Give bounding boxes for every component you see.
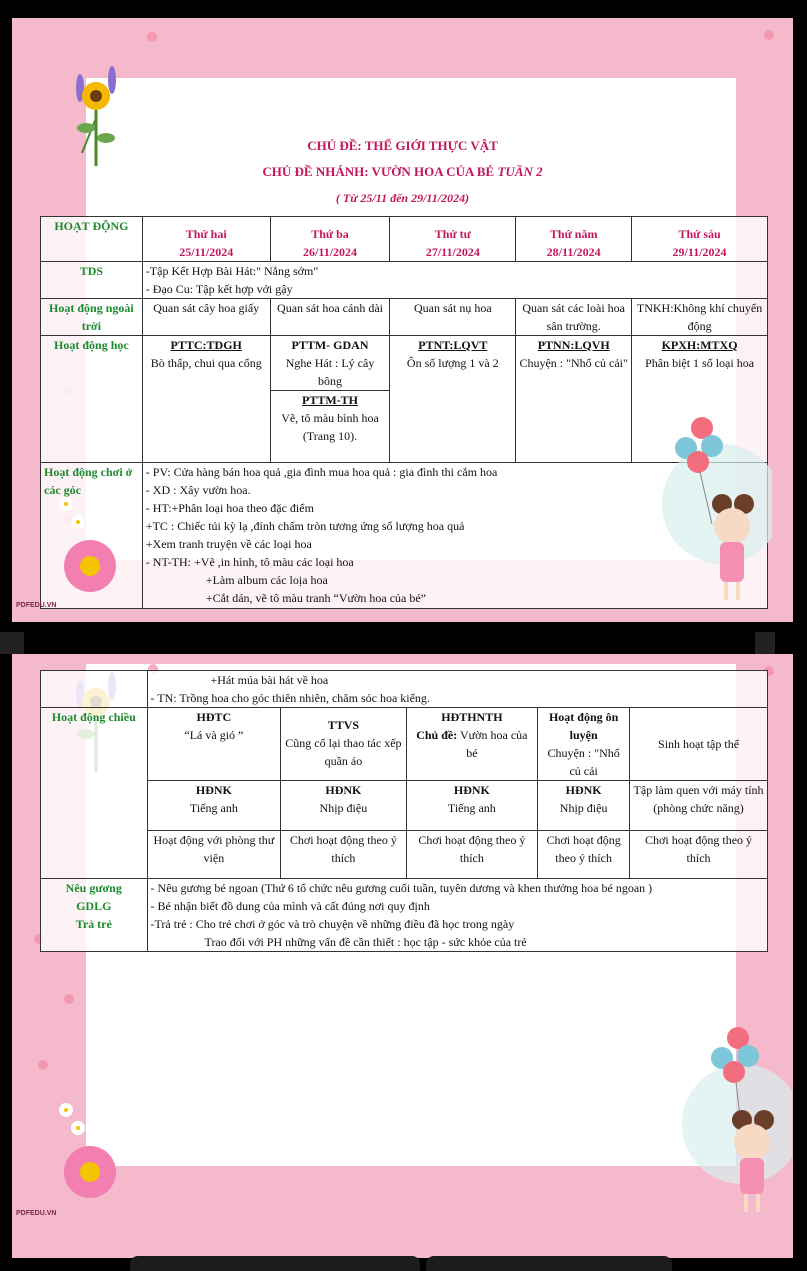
paw-print-icon xyxy=(38,1060,48,1070)
final-content: - Nêu gương bé ngoan (Thứ 6 tổ chức nêu gương cuối tuần, tuyên dương và khen thưởng hoa bé ngoan ) - Bé nhận biết đồ dung của mình và cất đúng nơi quy định -Trả trẻ : Cho trẻ chơi ở góc và trò chuyện về những điều đã học trong ngày Trao đổi với PH những vấn đề cần thiết : học tập - sức khỏe của trẻ xyxy=(147,879,767,952)
afternoon-wednesday-3: Chơi hoạt động theo ý thích xyxy=(406,831,538,879)
paw-print-icon xyxy=(764,30,774,40)
bottom-bar-left xyxy=(130,1256,420,1271)
outdoor-wednesday: Quan sát nụ hoa xyxy=(390,299,516,336)
row-label-tds: TDS xyxy=(41,262,143,299)
learning-thursday: PTNN:LQVH Chuyện : "Nhổ củ cải" xyxy=(516,336,632,463)
page-1 xyxy=(12,18,793,622)
tds-content: -Tập Kết Hợp Bài Hát:" Nắng sớm" - Đạo Cu: Tập kết hợp với gậy xyxy=(142,262,767,299)
pink-flower-icon xyxy=(52,494,122,604)
top-lines: +Hát múa bài hát về hoa - TN: Trồng hoa cho góc thiên nhiên, chăm sóc hoa kiểng. xyxy=(147,671,767,708)
afternoon-friday-1: Sinh hoạt tập thể xyxy=(630,708,768,781)
outdoor-thursday: Quan sát các loài hoa sân trường. xyxy=(516,299,632,336)
learning-tuesday-extra: PTTM-TH Vẽ, tô màu bình hoa (Trang 10). xyxy=(270,391,390,463)
subtitle-text: CHỦ ĐỀ NHÁNH: VƯỜN HOA CỦA BÉ xyxy=(262,164,495,179)
afternoon-wednesday-1: HĐTHNTH Chủ đề: Vườn hoa của bé xyxy=(406,708,538,781)
watermark-logo: PDFEDU.VN xyxy=(16,602,57,609)
learning-tuesday: PTTM- GDAN Nghe Hát : Lý cây bông xyxy=(270,336,390,391)
week-label: TUẦN 2 xyxy=(497,164,543,179)
corners-content: - PV: Cửa hàng bán hoa quả ,gia đình mua hoa quả : gia đình thi cắm hoa - XD : Xây vườn hoa. - HT:+Phân loại hoa theo đặc điểm +TC : Chiếc túi kỳ lạ ,đính chấm tròn tương ứng số lượng hoa quả +Xem tranh truyện về các loại hoa - NT-TH: +Vẽ ,in hình, tô màu các loại hoa +Làm album các loịa hoa +Cắt dán, vẽ tô màu tranh “Vườn hoa của bé” xyxy=(142,463,767,609)
afternoon-friday-3: Chơi hoạt động theo ý thích xyxy=(630,831,768,879)
afternoon-monday-3: Hoạt động với phòng thư viện xyxy=(147,831,281,879)
date-range: ( Từ 25/11 đến 29/11/2024) xyxy=(335,191,470,205)
gap-dark-shape xyxy=(0,632,24,654)
outdoor-monday: Quan sát cây hoa giấy xyxy=(142,299,270,336)
girl-with-balloons-illustration xyxy=(652,414,772,614)
afternoon-wednesday-2: HĐNK Tiếng anh xyxy=(406,781,538,831)
afternoon-thursday-3: Chơi hoạt động theo ý thích xyxy=(538,831,630,879)
watermark-logo: PDFEDU.VN xyxy=(16,1210,57,1217)
paw-print-icon xyxy=(64,994,74,1004)
page-2 xyxy=(12,654,793,1258)
afternoon-thursday-1: Hoạt động ôn luyện Chuyện : "Nhổ củ cải xyxy=(538,708,630,781)
day-header-thursday: Thứ năm 28/11/2024 xyxy=(516,217,632,262)
top-label-cell xyxy=(41,671,148,708)
outdoor-tuesday: Quan sát hoa cánh dài xyxy=(270,299,390,336)
day-header-friday: Thứ sáu 29/11/2024 xyxy=(632,217,768,262)
row-label-afternoon: Hoạt động chiều xyxy=(41,708,148,879)
paw-print-icon xyxy=(147,32,157,42)
bottom-bar-right xyxy=(426,1256,672,1271)
day-header-tuesday: Thứ ba 26/11/2024 xyxy=(270,217,390,262)
header-corner: HOẠT ĐỘNG xyxy=(41,217,143,262)
row-label-corners: Hoạt động chơi ở các góc xyxy=(41,463,143,609)
afternoon-tuesday-2: HĐNK Nhịp điệu xyxy=(281,781,406,831)
row-label-outdoor: Hoạt động ngoài trời xyxy=(41,299,143,336)
afternoon-monday-1: HĐTC “Lá và gió ” xyxy=(147,708,281,781)
learning-friday: KPXH:MTXQ Phân biệt 1 số loại hoa xyxy=(632,336,768,463)
afternoon-monday-2: HĐNK Tiếng anh xyxy=(147,781,281,831)
day-header-wednesday: Thứ tư 27/11/2024 xyxy=(390,217,516,262)
subtitle xyxy=(12,164,793,180)
schedule-table-2 xyxy=(40,670,768,952)
page-title: CHỦ ĐỀ: THẾ GIỚI THỰC VẬT xyxy=(307,138,498,153)
pink-flower-icon xyxy=(52,1100,122,1210)
row-label-final: Nêu gương GDLG Trả trẻ xyxy=(41,879,148,952)
gap-dark-shape xyxy=(755,632,775,654)
learning-wednesday: PTNT:LQVT Ôn số lượng 1 và 2 xyxy=(390,336,516,463)
girl-with-balloons-illustration xyxy=(672,1024,792,1224)
row-label-learning: Hoạt động học xyxy=(41,336,143,463)
afternoon-tuesday-1: TTVS Cũng cố lại thao tác xếp quần áo xyxy=(281,708,406,781)
learning-monday: PTTC:TDGH Bò thấp, chui qua cổng xyxy=(142,336,270,463)
afternoon-tuesday-3: Chơi hoạt động theo ý thích xyxy=(281,831,406,879)
outdoor-friday: TNKH:Không khí chuyển động xyxy=(632,299,768,336)
afternoon-thursday-2: HĐNK Nhịp điệu xyxy=(538,781,630,831)
afternoon-friday-2: Tập làm quen với máy tính (phòng chức năng) xyxy=(630,781,768,831)
day-header-monday: Thứ hai 25/11/2024 xyxy=(142,217,270,262)
